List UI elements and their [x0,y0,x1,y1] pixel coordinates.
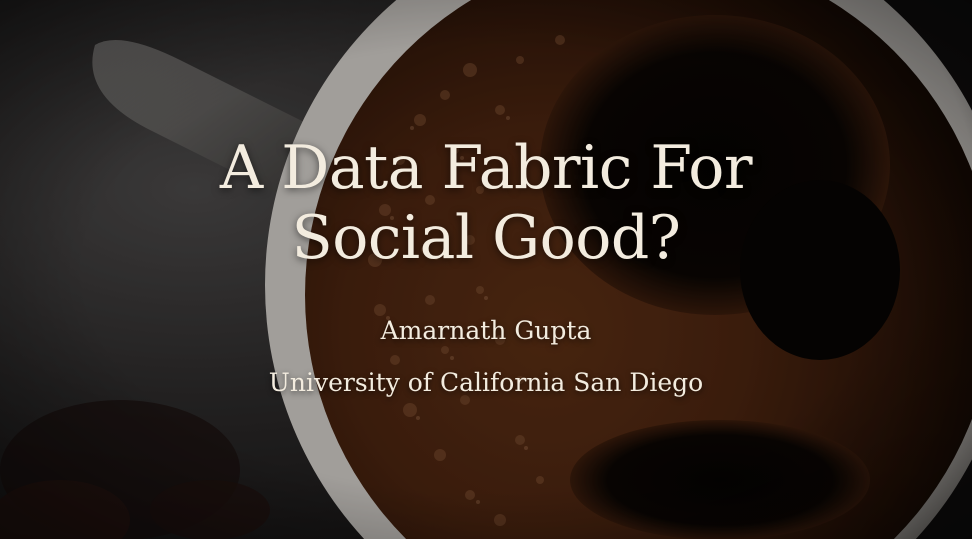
title-line-2: Social Good? [291,203,681,273]
slide-title [0,133,972,273]
title-line-1: A Data Fabric For [219,133,753,203]
author-affiliation: University of California San Diego [268,368,704,397]
author-name: Amarnath Gupta [380,316,592,345]
